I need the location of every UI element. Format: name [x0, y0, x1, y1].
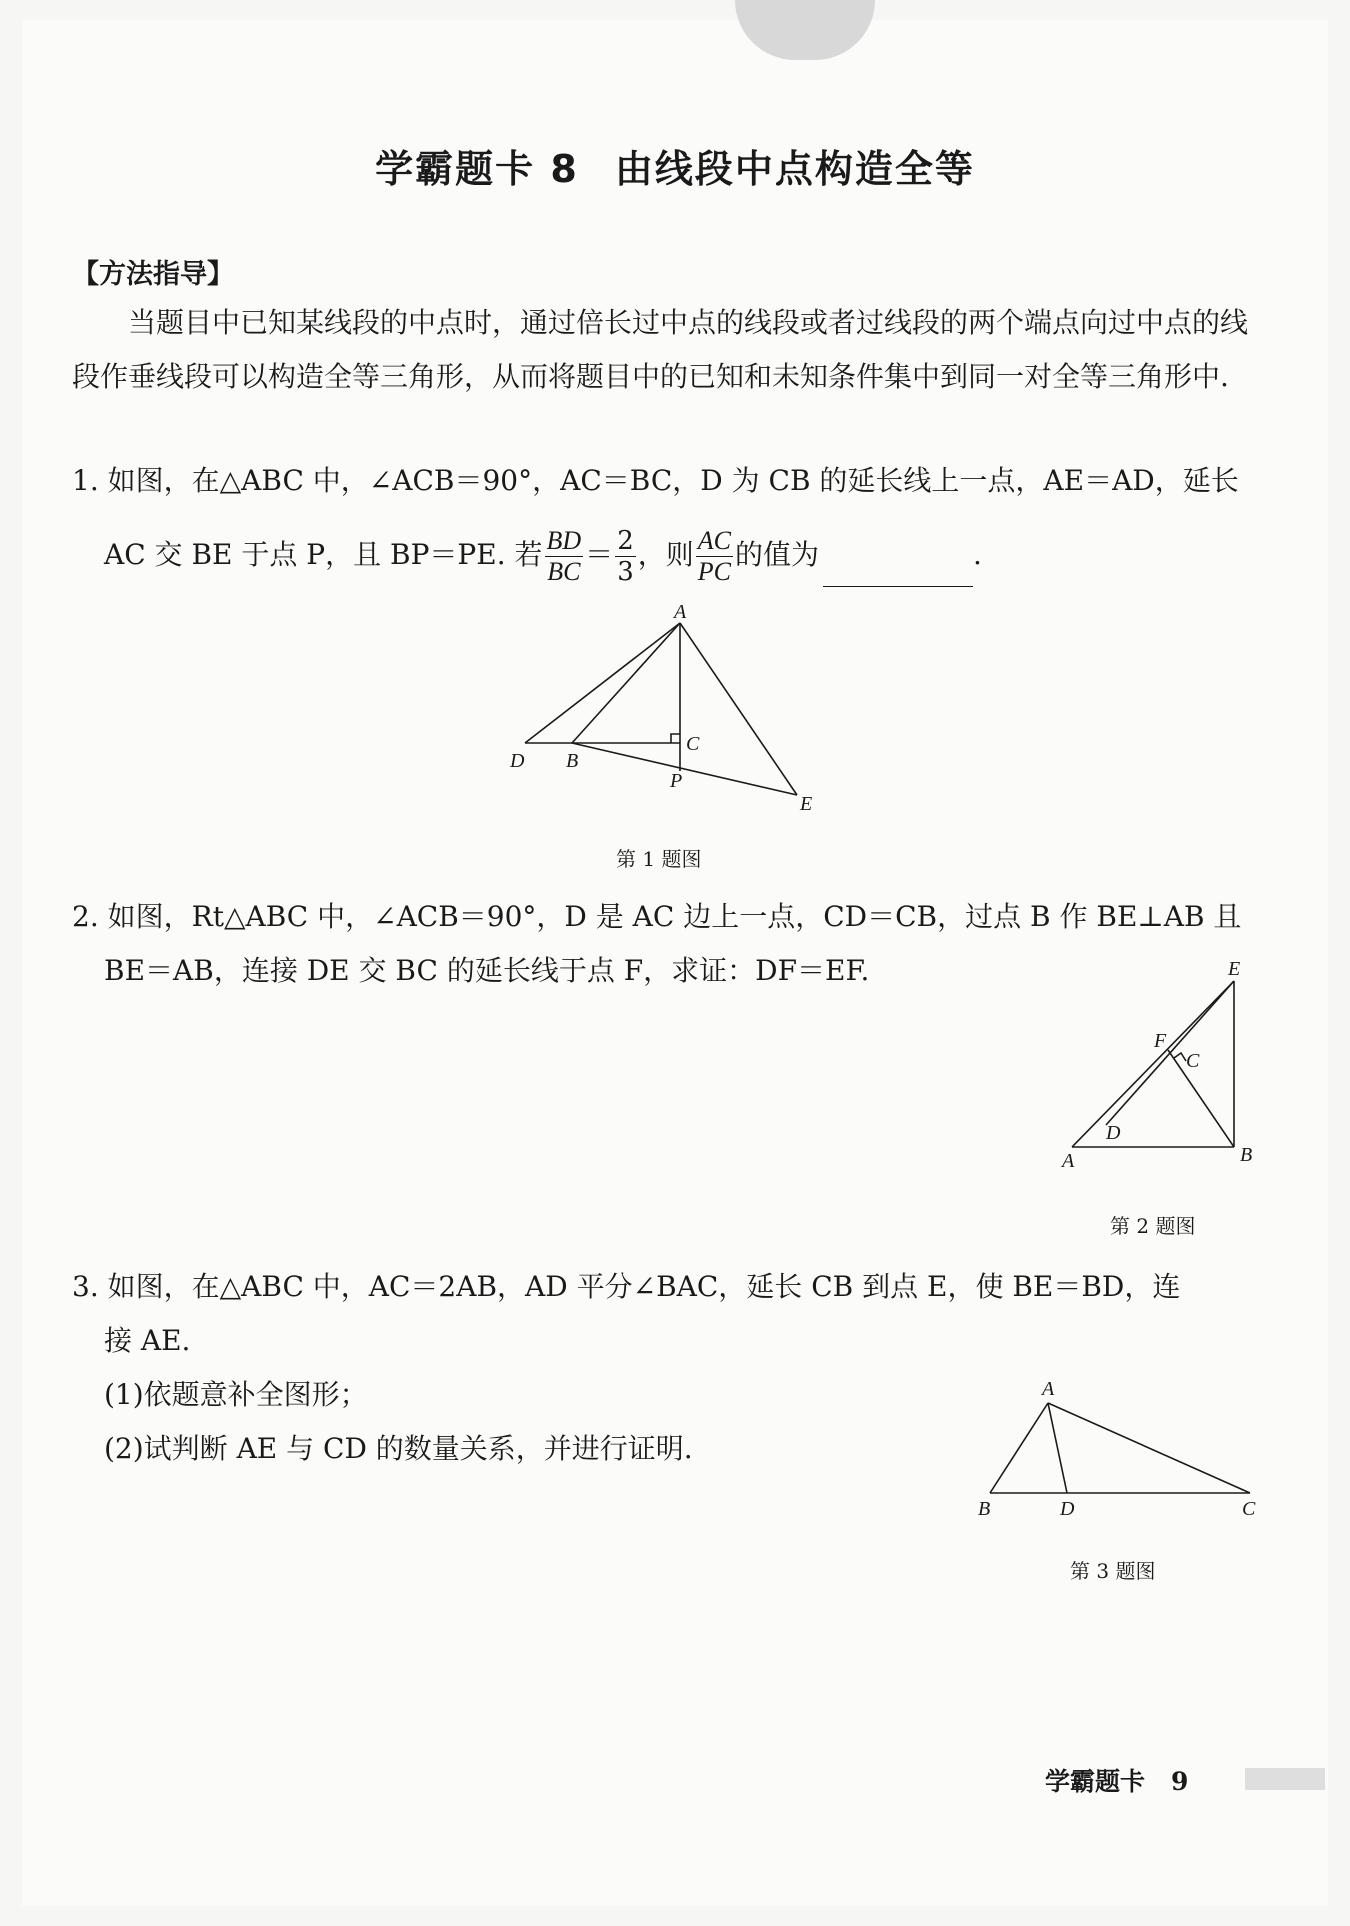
q2-label-d: D [1106, 1122, 1121, 1144]
q1-label-b: B [566, 750, 579, 772]
q1-frac-2-3: $\frac{2}{3}$ [617, 526, 634, 587]
q1-end: . [973, 538, 982, 571]
q3-seg-ad [1048, 1403, 1067, 1493]
q1-seg-be [572, 743, 797, 795]
q2-label-c: C [1186, 1050, 1200, 1072]
q3-seg-ac [1048, 1403, 1250, 1493]
title-main: 学霸题卡 8 [375, 147, 579, 191]
q1-seg-ba [572, 623, 680, 743]
q3-label-b: B [978, 1498, 991, 1520]
q3-sub1: (1)依题意补全图形； [104, 1378, 368, 1411]
q1-label-p: P [670, 770, 683, 792]
q3-label-c: C [1242, 1498, 1256, 1520]
footer-label: 学霸题卡 [1045, 1767, 1146, 1796]
q2-seg-fb [1168, 1050, 1234, 1147]
q1-label-d: D [510, 750, 525, 772]
title-sub: 由线段中点构造全等 [614, 147, 975, 191]
q1-frac-bd-bc: $\frac{BD}{BC}$ [546, 526, 582, 586]
q2-seg-ae [1072, 981, 1234, 1147]
q2-label-f: F [1154, 1030, 1167, 1052]
q3-caption: 第 3 题图 [1070, 1559, 1156, 1583]
q1-label-e: E [800, 793, 813, 815]
q2-line1: 2. 如图，Rt△ABC 中，∠ACB＝90°，D 是 AC 边上一点，CD＝CB，过点 B 作 BE⊥AB 且 [72, 900, 1242, 933]
q3-figure [960, 1375, 1260, 1525]
q1-caption: 第 1 题图 [616, 847, 702, 871]
page-number: 9 [1171, 1767, 1189, 1796]
q2-label-b: B [1240, 1144, 1253, 1166]
q3-sub2: (2)试判断 AE 与 CD 的数量关系，并进行证明. [104, 1432, 693, 1465]
q1-line2 [104, 526, 1204, 587]
q1-equals: ＝ [585, 538, 614, 571]
q1-answer-blank[interactable] [823, 556, 973, 587]
q1-seg-da [525, 623, 680, 743]
q2-label-e: E [1228, 958, 1241, 980]
q1-label-c: C [686, 733, 700, 755]
q3-seg-ab [990, 1403, 1048, 1493]
footer [1045, 1762, 1188, 1798]
q1-label-a: A [674, 605, 687, 623]
method-heading: 【方法指导】 [72, 259, 234, 290]
q2-line2: BE＝AB，连接 DE 交 BC 的延长线于点 F，求证：DF＝EF. [104, 954, 870, 987]
q2-right-angle [1174, 1053, 1186, 1061]
q1-line2-text: AC 交 BE 于点 P，且 BP＝PE. 若 [104, 538, 543, 571]
q2-caption: 第 2 题图 [1110, 1214, 1196, 1238]
q2-label-a: A [1062, 1150, 1075, 1172]
footer-decoration [1245, 1768, 1325, 1790]
q3-label-d: D [1060, 1498, 1075, 1520]
q1-right-angle [671, 734, 680, 743]
q1-frac-ac-pc: $\frac{AC}{PC}$ [697, 526, 731, 586]
q1-then: ，则 [637, 538, 694, 571]
method-text: 当题目中已知某线段的中点时，通过倍长过中点的线段或者过线段的两个端点向过中点的线段作垂线段可以构造全等三角形，从而将题目中的已知和未知条件集中到同一对全等三角形中. [72, 306, 1249, 393]
q1-figure [500, 605, 840, 825]
q3-label-a: A [1042, 1378, 1055, 1400]
q1-line1: 1. 如图，在△ABC 中，∠ACB＝90°，AC＝BC，D 为 CB 的延长线上一点，AE＝AD，延长 [72, 464, 1239, 497]
q3-line2: 接 AE. [104, 1324, 191, 1357]
page-title [0, 138, 1350, 193]
q1-seg-ae [680, 623, 797, 795]
q3-line1: 3. 如图，在△ABC 中，AC＝2AB，AD 平分∠BAC，延长 CB 到点 E，使 BE＝BD，连 [72, 1270, 1181, 1303]
q1-tail: 的值为 [734, 538, 819, 571]
q2-figure [1050, 955, 1270, 1175]
